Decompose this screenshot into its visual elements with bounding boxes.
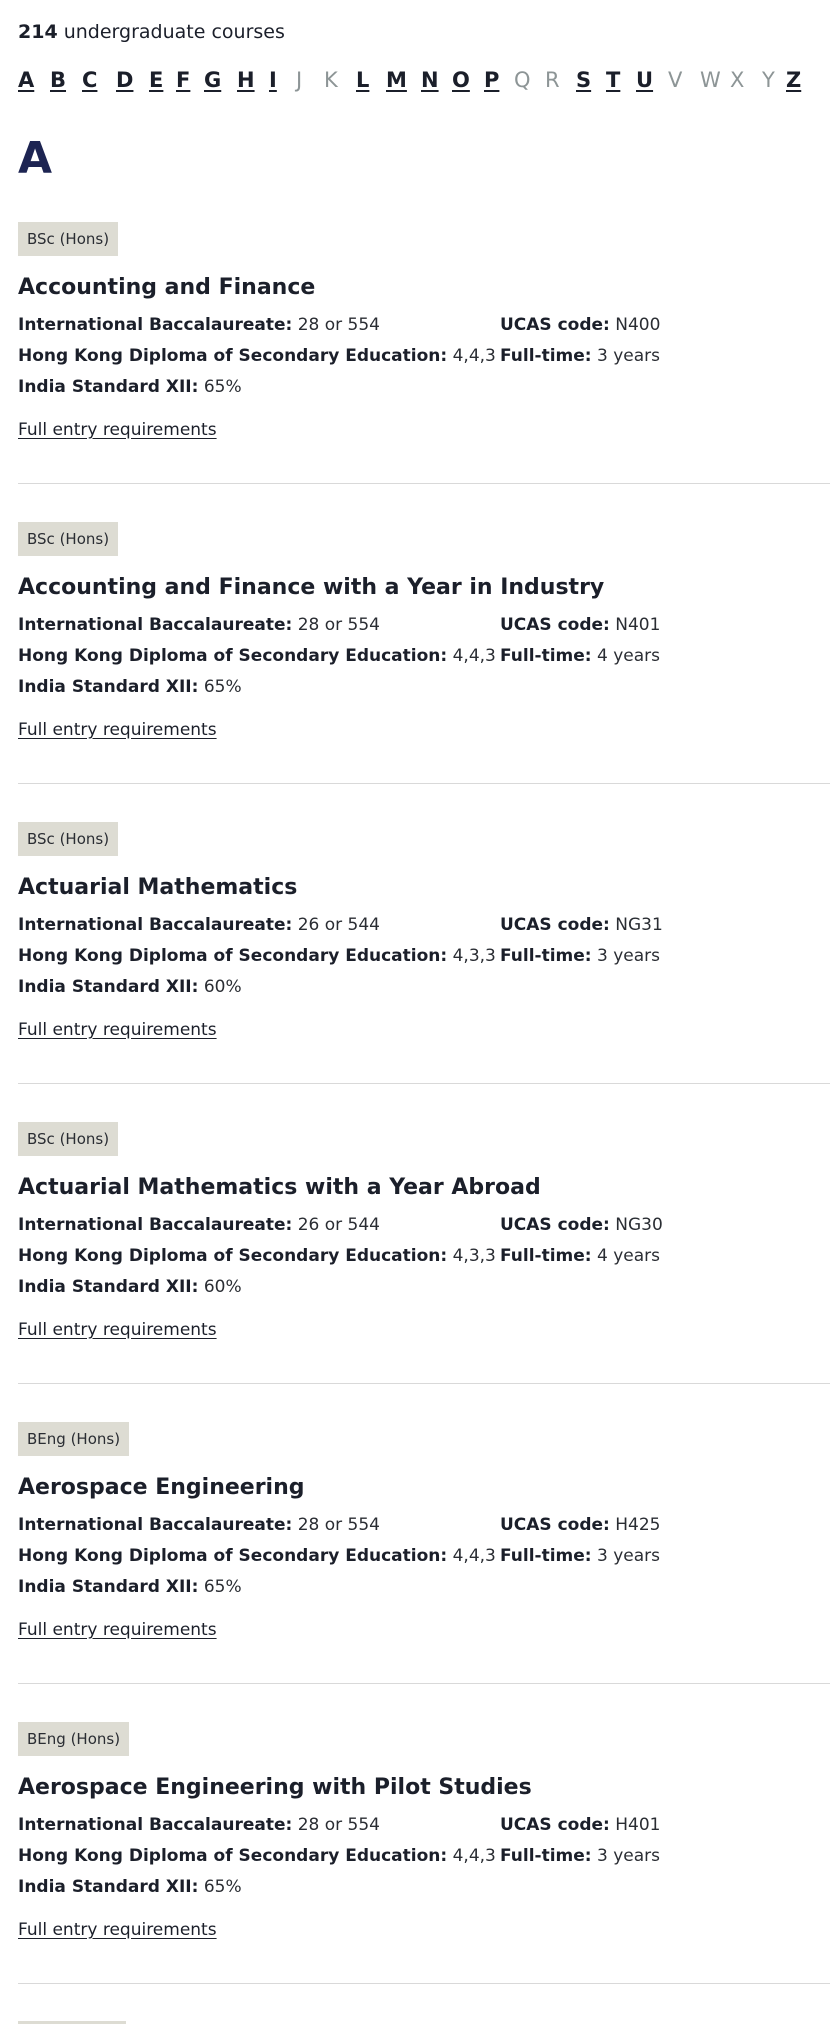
full-entry-requirements-link[interactable]: Full entry requirements [18, 1920, 217, 1940]
course-title: Actuarial Mathematics with a Year Abroad [18, 1175, 541, 1200]
ib-value: 28 or 554 [297, 615, 380, 635]
ib-requirement [18, 314, 380, 336]
ib-label: International Baccalaureate: [18, 615, 293, 635]
course-card [18, 222, 830, 522]
az-letter-c[interactable]: C [82, 68, 98, 92]
course-card [18, 522, 830, 822]
ucas-code [500, 314, 660, 336]
india-requirement [18, 676, 242, 698]
ucas-value: H401 [615, 1815, 661, 1835]
az-letter-r: R [545, 68, 560, 92]
course-title: Accounting and Finance with a Year in Industry [18, 575, 605, 600]
fulltime-duration [500, 945, 660, 967]
hk-value: 4,4,3 [452, 1846, 496, 1866]
az-letter-i[interactable]: I [269, 68, 277, 92]
india-label: India Standard XII: [18, 677, 199, 697]
ucas-value: NG31 [615, 915, 663, 935]
ucas-value: NG30 [615, 1215, 663, 1235]
course-divider [18, 1083, 830, 1084]
course-card [18, 1722, 830, 2022]
az-letter-y: Y [762, 68, 775, 92]
az-letter-u[interactable]: U [636, 68, 654, 92]
ib-label: International Baccalaureate: [18, 915, 293, 935]
course-title: Aerospace Engineering [18, 1475, 305, 1500]
az-letter-t[interactable]: T [606, 68, 621, 92]
course-card [18, 1422, 830, 1722]
india-label: India Standard XII: [18, 1877, 199, 1897]
hk-value: 4,4,3 [452, 346, 496, 366]
india-label: India Standard XII: [18, 377, 199, 397]
hk-value: 4,3,3 [452, 946, 496, 966]
az-letter-o[interactable]: O [452, 68, 470, 92]
az-letter-p[interactable]: P [484, 68, 500, 92]
ucas-label: UCAS code: [500, 615, 610, 635]
ucas-code [500, 1814, 661, 1836]
full-entry-requirements-link[interactable]: Full entry requirements [18, 1320, 217, 1340]
degree-badge: BSc (Hons) [18, 222, 118, 256]
hk-requirement [18, 945, 496, 967]
az-letter-w: W [700, 68, 721, 92]
ucas-code [500, 614, 660, 636]
fulltime-value: 3 years [596, 1846, 660, 1866]
ib-label: International Baccalaureate: [18, 1215, 293, 1235]
hk-label: Hong Kong Diploma of Secondary Education: [18, 1546, 448, 1566]
india-label: India Standard XII: [18, 1577, 199, 1597]
a-z-navigation [18, 66, 830, 96]
hk-requirement [18, 345, 496, 367]
full-entry-requirements-link[interactable]: Full entry requirements [18, 1620, 217, 1640]
ucas-value: N401 [615, 615, 661, 635]
az-letter-l[interactable]: L [356, 68, 370, 92]
ucas-value: H425 [615, 1515, 661, 1535]
fulltime-label: Full-time: [500, 346, 592, 366]
az-letter-x: X [730, 68, 745, 92]
india-requirement [18, 1576, 242, 1598]
india-value: 60% [203, 1277, 242, 1297]
india-value: 65% [203, 1577, 242, 1597]
degree-badge: BSc (Hons) [18, 522, 118, 556]
az-letter-b[interactable]: B [50, 68, 67, 92]
ib-value: 26 or 544 [297, 915, 380, 935]
ucas-code [500, 1214, 663, 1236]
fulltime-duration [500, 1545, 660, 1567]
india-value: 65% [203, 677, 242, 697]
fulltime-label: Full-time: [500, 946, 592, 966]
az-letter-f[interactable]: F [176, 68, 191, 92]
ib-requirement [18, 1514, 380, 1536]
hk-requirement [18, 1845, 496, 1867]
ib-value: 28 or 554 [297, 1815, 380, 1835]
hk-label: Hong Kong Diploma of Secondary Education: [18, 1246, 448, 1266]
section-heading-letter: A [18, 133, 53, 184]
degree-badge: BEng (Hons) [18, 1722, 129, 1756]
hk-label: Hong Kong Diploma of Secondary Education: [18, 946, 448, 966]
full-entry-requirements-link[interactable]: Full entry requirements [18, 720, 217, 740]
ucas-label: UCAS code: [500, 1815, 610, 1835]
india-requirement [18, 1876, 242, 1898]
az-letter-s[interactable]: S [576, 68, 592, 92]
ib-label: International Baccalaureate: [18, 1815, 293, 1835]
az-letter-k: K [324, 68, 338, 92]
hk-label: Hong Kong Diploma of Secondary Education: [18, 646, 448, 666]
az-letter-e[interactable]: E [149, 68, 164, 92]
degree-badge: BEng (Hons) [18, 1422, 129, 1456]
fulltime-duration [500, 1845, 660, 1867]
fulltime-value: 3 years [596, 946, 660, 966]
fulltime-duration [500, 1245, 660, 1267]
ib-value: 26 or 544 [297, 1215, 380, 1235]
course-card [18, 822, 830, 1122]
az-letter-j: J [296, 68, 303, 92]
course-count-number: 214 [18, 21, 58, 43]
degree-badge: BSc (Hons) [18, 1122, 118, 1156]
hk-requirement [18, 1545, 496, 1567]
ib-label: International Baccalaureate: [18, 1515, 293, 1535]
az-letter-a[interactable]: A [18, 68, 35, 92]
ucas-label: UCAS code: [500, 1215, 610, 1235]
course-divider [18, 1383, 830, 1384]
ib-value: 28 or 554 [297, 1515, 380, 1535]
india-requirement [18, 1276, 242, 1298]
ucas-label: UCAS code: [500, 315, 610, 335]
fulltime-label: Full-time: [500, 646, 592, 666]
ucas-label: UCAS code: [500, 915, 610, 935]
course-title: Actuarial Mathematics [18, 875, 298, 900]
az-letter-v: V [668, 68, 683, 92]
hk-value: 4,4,3 [452, 1546, 496, 1566]
hk-requirement [18, 1245, 496, 1267]
course-count [18, 20, 285, 44]
ib-label: International Baccalaureate: [18, 315, 293, 335]
fulltime-value: 3 years [596, 1546, 660, 1566]
india-value: 65% [203, 1877, 242, 1897]
fulltime-value: 4 years [596, 1246, 660, 1266]
hk-label: Hong Kong Diploma of Secondary Education: [18, 1846, 448, 1866]
fulltime-value: 4 years [596, 646, 660, 666]
course-divider [18, 483, 830, 484]
course-divider [18, 1683, 830, 1684]
fulltime-label: Full-time: [500, 1846, 592, 1866]
ib-requirement [18, 1814, 380, 1836]
ib-value: 28 or 554 [297, 315, 380, 335]
ib-requirement [18, 614, 380, 636]
ib-requirement [18, 1214, 380, 1236]
india-label: India Standard XII: [18, 1277, 199, 1297]
course-title: Aerospace Engineering with Pilot Studies [18, 1775, 532, 1800]
india-value: 60% [203, 977, 242, 997]
course-card [18, 1122, 830, 1422]
ucas-label: UCAS code: [500, 1515, 610, 1535]
course-count-label: undergraduate courses [63, 21, 285, 43]
degree-badge: BSc (Hons) [18, 822, 118, 856]
india-label: India Standard XII: [18, 977, 199, 997]
fulltime-duration [500, 645, 660, 667]
fulltime-duration [500, 345, 660, 367]
india-requirement [18, 976, 242, 998]
course-divider [18, 1983, 830, 1984]
hk-requirement [18, 645, 496, 667]
ib-requirement [18, 914, 380, 936]
ucas-code [500, 914, 663, 936]
course-divider [18, 783, 830, 784]
ucas-value: N400 [615, 315, 661, 335]
fulltime-label: Full-time: [500, 1246, 592, 1266]
hk-label: Hong Kong Diploma of Secondary Education: [18, 346, 448, 366]
hk-value: 4,4,3 [452, 646, 496, 666]
hk-value: 4,3,3 [452, 1246, 496, 1266]
az-letter-g[interactable]: G [204, 68, 222, 92]
az-letter-z[interactable]: Z [786, 68, 802, 92]
az-letter-m[interactable]: M [386, 68, 407, 92]
india-value: 65% [203, 377, 242, 397]
fulltime-value: 3 years [596, 346, 660, 366]
az-letter-h[interactable]: H [237, 68, 255, 92]
full-entry-requirements-link[interactable]: Full entry requirements [18, 1020, 217, 1040]
fulltime-label: Full-time: [500, 1546, 592, 1566]
az-letter-q: Q [514, 68, 531, 92]
course-title: Accounting and Finance [18, 275, 316, 300]
az-letter-d[interactable]: D [116, 68, 134, 92]
india-requirement [18, 376, 242, 398]
full-entry-requirements-link[interactable]: Full entry requirements [18, 420, 217, 440]
az-letter-n[interactable]: N [421, 68, 439, 92]
ucas-code [500, 1514, 661, 1536]
